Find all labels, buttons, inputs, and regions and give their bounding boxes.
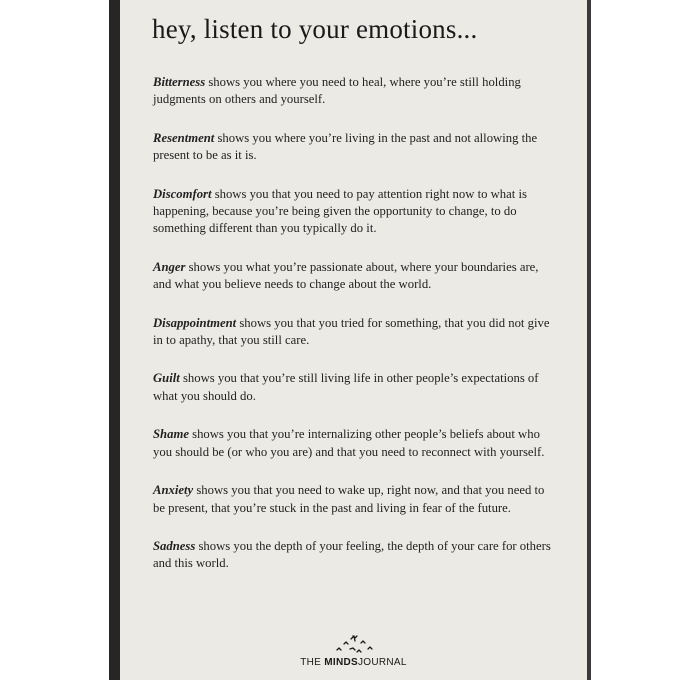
emotion-term: Discomfort: [153, 186, 212, 201]
emotion-term: Shame: [153, 427, 189, 442]
emotion-term: Resentment: [153, 130, 215, 145]
emotion-description: shows you the depth of your feeling, the depth of your care for others and this world.: [153, 538, 551, 571]
emotion-term: Anxiety: [153, 483, 194, 498]
brand-bold: MINDS: [324, 657, 358, 668]
emotion-entry-guilt: [153, 370, 553, 405]
emotion-description: shows you that you tried for something, that you did not give in to apathy, that you still care.: [153, 315, 550, 348]
emotion-term: Guilt: [153, 371, 180, 386]
frame-right-border: [587, 0, 591, 680]
emotion-entry-sadness: [153, 538, 553, 573]
emotion-entry-disappointment: [153, 315, 553, 350]
emotion-entry-bitterness: [153, 74, 553, 109]
emotion-entry-resentment: [153, 130, 553, 165]
emotion-entry-shame: [153, 426, 553, 461]
emotion-description: shows you where you need to heal, where you’re still holding judgments on others and yourself.: [153, 75, 521, 107]
emotion-entry-anger: [153, 259, 553, 294]
emotion-description: shows you that you’re internalizing other people’s beliefs about who you should be (or who you are) and that you need to reconnect with yourself.: [153, 427, 545, 459]
brand-footer: [120, 632, 587, 668]
brand-prefix: THE: [300, 657, 325, 668]
emotion-description: shows you that you need to pay attention right now to what is happening, because you’re being given the opportunity to change, to do something different than you typically do it.: [153, 186, 527, 236]
frame-left-border: [109, 0, 120, 680]
emotion-description: shows you where you’re living in the past and not allowing the present to be as it is.: [153, 130, 538, 163]
emotion-term: Disappointment: [153, 315, 237, 330]
emotion-description: shows you what you’re passionate about, where your boundaries are, and what you believe needs to change about the world.: [153, 259, 539, 292]
emotion-list: [153, 74, 553, 594]
quote-card: [120, 0, 587, 680]
emotion-term: Bitterness: [153, 75, 206, 89]
emotion-description: shows you that you’re still living life in other people’s expectations of what you should do.: [153, 371, 539, 403]
emotion-entry-anxiety: [153, 482, 553, 517]
page-title: hey, listen to your emotions...: [152, 14, 478, 44]
emotion-term: Anger: [153, 259, 186, 274]
brand-suffix: JOURNAL: [357, 657, 407, 668]
birds-logo-icon: [324, 632, 384, 656]
emotion-term: Sadness: [153, 538, 196, 553]
emotion-entry-discomfort: [153, 186, 553, 238]
brand-name: [120, 657, 587, 668]
emotion-description: shows you that you need to wake up, right now, and that you need to be present, that you’re stuck in the past and living in fear of the future.: [153, 483, 545, 515]
